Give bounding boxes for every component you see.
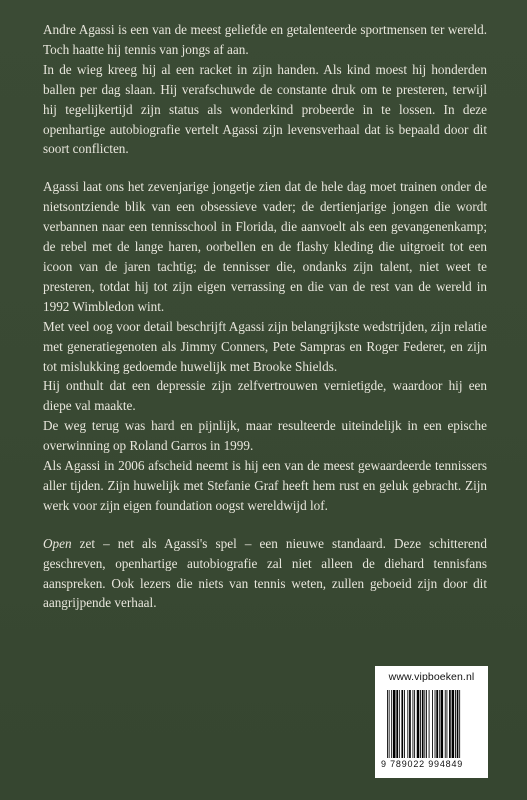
paragraph-closing <box>43 534 487 614</box>
book-title: Open <box>43 535 72 551</box>
closing-text: zet – net als Agassi's spel – een nieuwe standaard. Deze schitterend geschreven, openhartige autobiografie zal niet alleen de diehard tennisfans aanspreken. Ook lezers die niets van tennis weten, zullen geboeid zijn door dit aangrijpende verhaal. <box>43 535 487 611</box>
paragraph-matches: Met veel oog voor detail beschrijft Agassi zijn belangrijkste wedstrijden, zijn relatie met generatiegenoten als Jimmy Conners, Pete Sampras en Roger Federer, en zijn tot mislukking gedoemde huwelijk met Brooke Shields. <box>43 318 487 374</box>
paragraph-farewell: Als Agassi in 2006 afscheid neemt is hij een van de meest gewaardeerde tennissers aller tijden. Zijn huwelijk met Stefanie Graf heeft hem rust en geluk gebracht. Zijn werk voor zijn eigen foundation oogst wereldwijd lof. <box>43 458 487 513</box>
barcode-box <box>375 666 488 778</box>
paragraph-life-story: Agassi laat ons het zevenjarige jongetje zien dat de hele dag moet trainen onder de nietsontziende blik van een obsessieve vader; de dertienjarige jongen die wordt verbannen naar een tennisschool in Florida, die aanvoelt als een gevangenenkamp; de rebel met de lange haren, oorbellen en de flashy kleding die uitgroeit tot een icoon van de jaren tachtig; de tennisser die, ondanks zijn talent, niet weet te presteren, totdat hij tot zijn eigen verrassing en die van de rest van de wereld in 1992 Wimbledon wint. <box>43 179 487 314</box>
paragraph-intro: Andre Agassi is een van de meest geliefde en getalenteerde sportmensen ter wereld. Toch haatte hij tennis van jongs af aan. <box>43 22 487 57</box>
publisher-url: www.vipboeken.nl <box>388 671 475 683</box>
isbn-barcode <box>387 690 484 758</box>
paragraph-depression: Hij onthult dat een depressie zijn zelfvertrouwen vernietigde, waardoor hij een diepe val maakte. <box>43 378 487 414</box>
isbn-number: 9 789022 994849 <box>381 759 464 769</box>
blurb-text <box>43 20 487 613</box>
paragraph-childhood: In de wieg kreeg hij al een racket in zijn handen. Als kind moest hij honderden ballen per dag slaan. Hij verafschuwde de constante druk om te presteren, terwijl hij tegelijkertijd zijn status als wonderkind probeerde in te lossen. In deze openhartige autobiografie vertelt Agassi zijn levensverhaal dat is bepaald door dit soort conflicten. <box>43 61 487 157</box>
paragraph-comeback: De weg terug was hard en pijnlijk, maar resulteerde uiteindelijk in een epische overwinning op Roland Garros in 1999. <box>43 418 487 454</box>
